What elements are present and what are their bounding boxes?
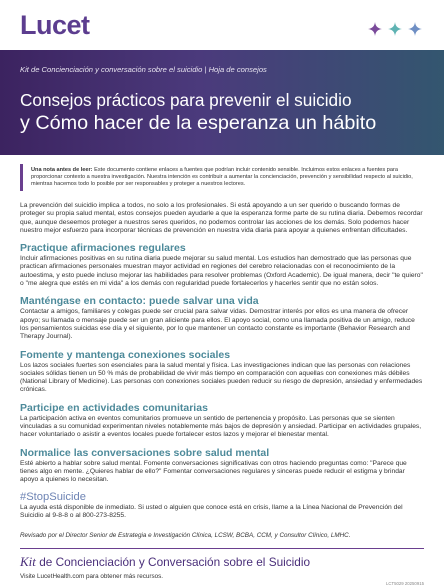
section-text-affirmations: Incluir afirmaciones positivas en su rutina diaria puede mejorar su salud mental. Los estudios han demostrado que las personas que practican afirmaciones personales muestran mayor actividad en regiones del cerebro relacionadas con el reconocimiento de la autoestima, y esto puede incluso mejorar las habilidades para resolver problemas (Oxford Academic). De igual manera, decir "te quiero" o "me alegra que estés en mi vida" a los demás con regularidad puede fortalecerlos y hacerles sentir que no están solos. — [20, 255, 423, 288]
kit-line-main: Kit de Concienciación y conversación sobre el suicidio — [20, 65, 203, 74]
teal-sparkle-icon — [388, 22, 402, 36]
section-heading-affirmations: Practique afirmaciones regulares — [20, 242, 186, 255]
kit-subtitle — [20, 65, 424, 74]
intro-paragraph: La prevención del suicidio implica a todos, no solo a los profesionales. Si está apoyando a un ser querido o buscando formas de proteger su propia salud mental, estos consejos pueden ayudarle a que la esperanza forme parte de su rutina diaria. Debemos recordar que, aunque deseemos proteger a nuestros seres queridos, no podemos controlar las acciones de los demás. Solo podemos hacer nuestro mejor esfuerzo para incorporar técnicas de prevención en nuestra vida diaria para apoyar a quienes enfrentan dificultades. — [20, 202, 423, 234]
decorative-stars — [368, 22, 422, 36]
footer-title-kit: Kit — [20, 554, 36, 570]
section-heading-community: Participe en actividades comunitarias — [20, 401, 208, 414]
lucet-logo: Lucet — [20, 10, 90, 40]
kit-line-sub: Hoja de consejos — [208, 65, 267, 74]
footer-website-link[interactable]: Visite LucetHealth.com para obtener más recursos. — [20, 573, 164, 581]
top-bar — [0, 0, 444, 50]
section-heading-social-connections: Fomente y mantenga conexiones sociales — [20, 348, 231, 361]
kit-line-separator: | — [204, 65, 209, 74]
reader-note-lead: Una nota antes de leer: — [31, 167, 93, 173]
section-text-normalize-conversations: Esté abierto a hablar sobre salud mental. Fomente conversaciones significativas con otros haciendo preguntas como: "Parece que tienes algo en mente. ¿Quieres hablar de ello?" Fomentar conversaciones regulares y sinceras puede reducir el estigma y brindar apoyo a quienes lo necesitan. — [20, 459, 407, 484]
footer-title — [20, 554, 424, 570]
page-title-line-2: y Cómo hacer de la esperanza un hábito — [20, 112, 377, 134]
footer — [0, 549, 444, 586]
section-text-community: La participación activa en eventos comunitarios promueve un sentido de pertenencia y propósito. Las personas que se sienten vinculadas a su comunidad experimentan niveles notablemente más bajos de depresión y ansiedad. Participar en actividades grupales, hacer voluntariado o asistir a eventos locales puede fortalecer estos lazos y mejorar el bienestar mental. — [20, 414, 422, 439]
reader-note-text: Este documento contiene enlaces a fuentes que podrían incluir contenido sensible. Incluimos estos enlaces a fuentes para proporcionar contexto a nuestra investigación. Nuestra intención es contribuir a aumentar la concienciación, prevención y sensibilidad respecto al suicidio, mientras hacemos todo lo posible por ser responsables y proteger a nuestros lectores. — [31, 167, 413, 187]
hashtag-stop-suicide: #StopSuicide — [20, 490, 86, 503]
blue-sparkle-icon — [408, 22, 422, 36]
footer-title-rest: de Concienciación y Conversación sobre el Suicidio — [39, 555, 311, 570]
reader-note — [20, 164, 424, 191]
reviewed-by-note: Revisado por el Director Senior de Estrategia e Investigación Clínica, LCSW, BCBA, CCM, y Consultor Clínico, LMHC. — [20, 532, 351, 540]
crisis-help-text: La ayuda está disponible de inmediato. Si usted o alguien que conoce está en crisis, llame a la Línea Nacional de Prevención del Suicidio al 9-8-8 o al 800-273-8255. — [20, 503, 403, 519]
section-text-stay-in-touch: Contactar a amigos, familiares y colegas puede ser crucial para salvar vidas. Demostrar interés por ellos es una manera de ofrecer apoyo; su llamada o mensaje puede ser un gran aliciente para ellos. El apoyo social, como una llamada positiva de un amigo, reduce los pensamientos suicidas ese día y el siguiente, por lo que mantener un contacto constante es importante (Behavior Research and Therapy Journal). — [20, 308, 415, 341]
document-code: LCT5029 20250915 — [386, 581, 424, 586]
section-heading-stay-in-touch: Manténgase en contacto: puede salvar una vida — [20, 295, 259, 308]
main-content — [0, 202, 444, 539]
page-title-line-1: Consejos prácticos para prevenir el suicidio — [20, 90, 352, 110]
section-heading-normalize-conversations: Normalice las conversaciones sobre salud mental — [20, 446, 270, 459]
hero-banner — [0, 50, 444, 155]
purple-sparkle-icon — [368, 22, 382, 36]
section-text-social-connections: Los lazos sociales fuertes son esenciales para la salud mental y física. Las investigaciones indican que las personas con relaciones sociales sólidas tienen un 50 % más de probabilidad de vivir más tiempo en comparación con aquellas con conexiones más débiles (National Library of Medicine). Las personas con conexiones sociales pueden reducir su riesgo de depresión, ansiedad y enfermedades crónicas. — [20, 361, 423, 394]
